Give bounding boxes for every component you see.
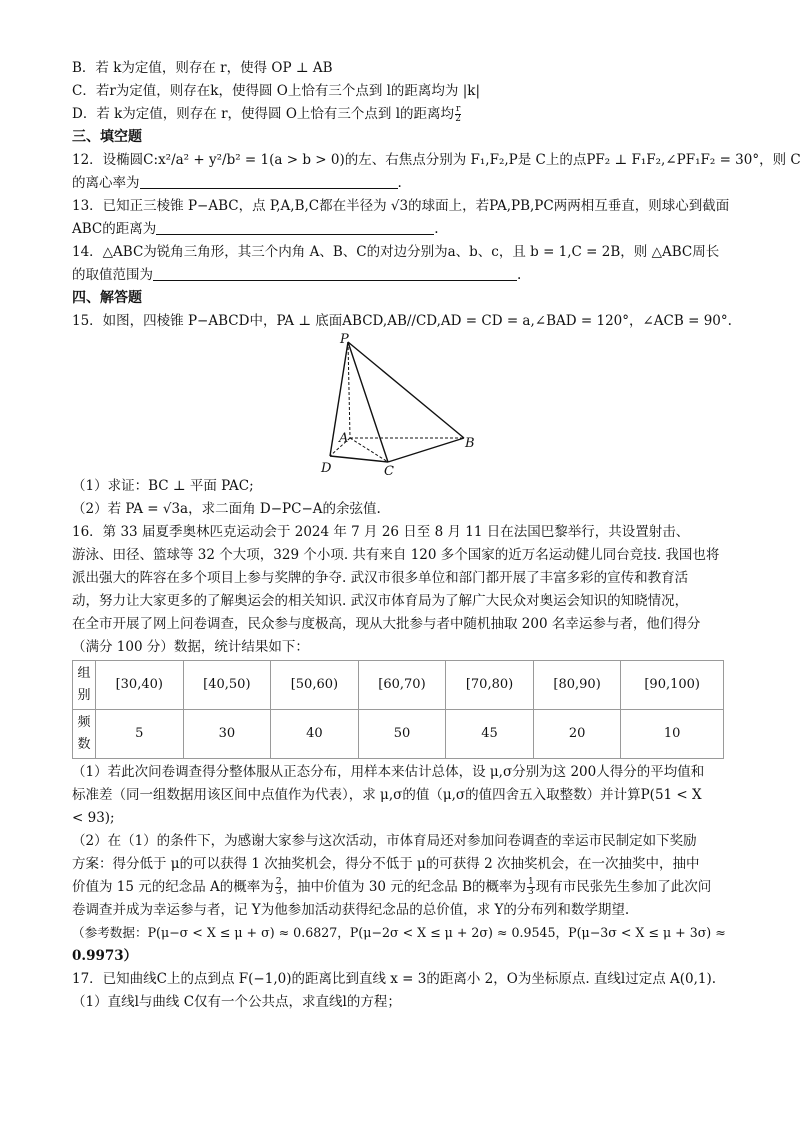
question-16-line1: 16．第 33 届夏季奥林匹克运动会于 2024 年 7 月 26 日至 8 月 11 日在法国巴黎举行，共设置射击、 — [72, 524, 690, 540]
question-14: 14．△ABC为锐角三角形，其三个内角 A、B、C的对边分别为a、b、c，且 b = 1,C = 2B，则 △ABC周长 — [72, 244, 720, 260]
question-16-part1-b: 标准差（同一组数据用该区间中点值作为代表），求 μ,σ的值（μ,σ的值四舍五入取整数）并计算P(51 < X — [72, 787, 702, 803]
section-fill-in: 三、填空题 — [72, 129, 142, 145]
question-16-part2-d: 卷调查并成为幸运参与者，记 Y为他参加活动获得纪念品的总价值，求 Y的分布列和数学期望. — [72, 902, 630, 918]
table-cell: [60,70) — [358, 661, 446, 710]
option-d: D．若 k为定值，则存在 r，使得圆 O上恰有三个点到 l的距离均 $\frac{r}{2}$ — [72, 104, 462, 124]
reference-data: （参考数据：P(μ−σ < X ≤ μ + σ) ≈ 0.6827，P(μ−2σ < X ≤ μ + 2σ) ≈ 0.9545，P(μ−3σ < X ≤ μ + 3σ) ≈ — [72, 925, 726, 940]
edge-PC — [348, 342, 388, 462]
edge-CB — [388, 438, 464, 462]
label-D: D — [321, 461, 332, 476]
question-12-answer: 的离心率为 . — [72, 175, 402, 191]
edge-PB — [348, 342, 464, 438]
table-cell: [30,40) — [96, 661, 184, 710]
question-16-part2-b: 方案：得分低于 μ的可以获得 1 次抽奖机会，得分不低于 μ的可获得 2 次抽奖机会，在一次抽奖中，抽中 — [72, 856, 700, 872]
pyramid-figure — [72, 332, 724, 479]
question-16-line4: 动，努力让大家更多的了解奥运会的相关知识. 武汉市体育局为了解广大民众对奥运会知识的知晓情况， — [72, 593, 689, 609]
option-b: B．若 k为定值，则存在 r，使得 OP ⊥ AB — [72, 60, 333, 76]
question-16-line2: 游泳、田径、篮球等 32 个大项，329 个小项. 共有来自 120 多个国家的近万名运动健儿同台竞技. 我国也将 — [72, 547, 720, 563]
table-row-groups — [73, 661, 724, 710]
question-14-answer: 的取值范围为 . — [72, 267, 522, 283]
table-cell: 40 — [271, 710, 359, 759]
question-15-part1: （1）求证：BC ⊥ 平面 PAC; — [72, 478, 254, 494]
question-17-part1: （1）直线l与曲线 C仅有一个公共点，求直线l的方程； — [72, 994, 401, 1010]
table-cell: 10 — [621, 710, 724, 759]
table-cell: [90,100) — [621, 661, 724, 710]
question-16-line3: 派出强大的阵容在多个项目上参与奖牌的争夺. 武汉市很多单位和部门都开展了丰富多彩的宣传和教育活 — [72, 570, 689, 586]
question-13-answer: ABC的距离为 . — [72, 221, 439, 237]
fraction-two-thirds: $\frac{2}{3}$ — [275, 877, 282, 897]
question-16-part1-c: < 93); — [72, 810, 115, 826]
answer-blank[interactable] — [140, 174, 398, 189]
question-12: 12．设椭圆C:x²/a² + y²/b² = 1(a > b > 0)的左、右焦点分别为 F₁,F₂,P是 C上的点PF₂ ⊥ F₁F₂,∠PF₁F₂ = 30°，则 C — [72, 152, 801, 168]
question-16-line6: （满分 100 分）数据，统计结果如下： — [72, 639, 309, 655]
question-15: 15．如图，四棱锥 P−ABCD中，PA ⊥ 底面ABCD,AB//CD,AD = CD = a,∠BAD = 120°，∠ACB = 90°. — [72, 313, 732, 329]
edge-PA — [348, 342, 350, 438]
table-cell: [40,50) — [183, 661, 271, 710]
pyramid-diagram — [312, 332, 475, 479]
answer-blank[interactable] — [153, 266, 517, 281]
question-16-part2-a: （2）在（1）的条件下，为感谢大家参与这次活动，市体育局还对参加问卷调查的幸运市民制定如下奖励 — [72, 833, 697, 849]
fraction-one-third: $\frac{1}{3}$ — [528, 877, 534, 897]
table-header-group: 组 别 — [73, 661, 96, 710]
question-13: 13．已知正三棱锥 P−ABC，点 P,A,B,C都在半径为 √3的球面上，若PA,PB,PC两两相互垂直，则球心到截面 — [72, 198, 730, 214]
table-cell: 20 — [533, 710, 621, 759]
label-B: B — [465, 436, 475, 451]
question-16-part1-a: （1）若此次问卷调查得分整体服从正态分布，用样本来估计总体，设 μ,σ分别为这 200人得分的平均值和 — [72, 764, 705, 780]
option-c: C．若r为定值，则存在k，使得圆 O上恰有三个点到 l的距离均为 |k| — [72, 83, 480, 99]
label-A: A — [339, 431, 349, 446]
edge-DC — [330, 456, 388, 462]
table-cell: 45 — [446, 710, 534, 759]
table-cell: 5 — [96, 710, 184, 759]
question-17: 17．已知曲线C上的点到点 F(−1,0)的距离比到直线 x = 3的距离小 2，O为坐标原点. 直线l过定点 A(0,1). — [72, 971, 717, 987]
score-frequency-table — [72, 660, 724, 759]
question-15-part2: （2）若 PA = √3a，求二面角 D−PC−A的余弦值. — [72, 501, 381, 517]
question-16-line5: 在全市开展了网上问卷调查，民众参与度极高，现从大批参与者中随机抽取 200 名幸运参与者，他们得分 — [72, 616, 701, 632]
answer-blank[interactable] — [156, 220, 434, 235]
reference-data-end: 0.9973） — [72, 948, 138, 964]
table-row-counts — [73, 710, 724, 759]
table-cell: 30 — [183, 710, 271, 759]
table-header-count: 频 数 — [73, 710, 96, 759]
label-C: C — [384, 464, 394, 479]
question-16-part2-c: 价值为 15 元的纪念品 A的概率为 $\frac{2}{3}$ ，抽中价值为 30 元的纪念品 B的概率为 $\frac{1}{3}$ 现有市民张先生参加了此次问 — [72, 877, 712, 897]
section-answer: 四、解答题 — [72, 290, 142, 306]
table-cell: [50,60) — [271, 661, 359, 710]
label-P: P — [340, 332, 349, 347]
table-cell: 50 — [358, 710, 446, 759]
table-cell: [70,80) — [446, 661, 534, 710]
table-cell: [80,90) — [533, 661, 621, 710]
fraction-r-over-2: $\frac{r}{2}$ — [455, 104, 462, 124]
exam-page — [72, 58, 801, 1015]
